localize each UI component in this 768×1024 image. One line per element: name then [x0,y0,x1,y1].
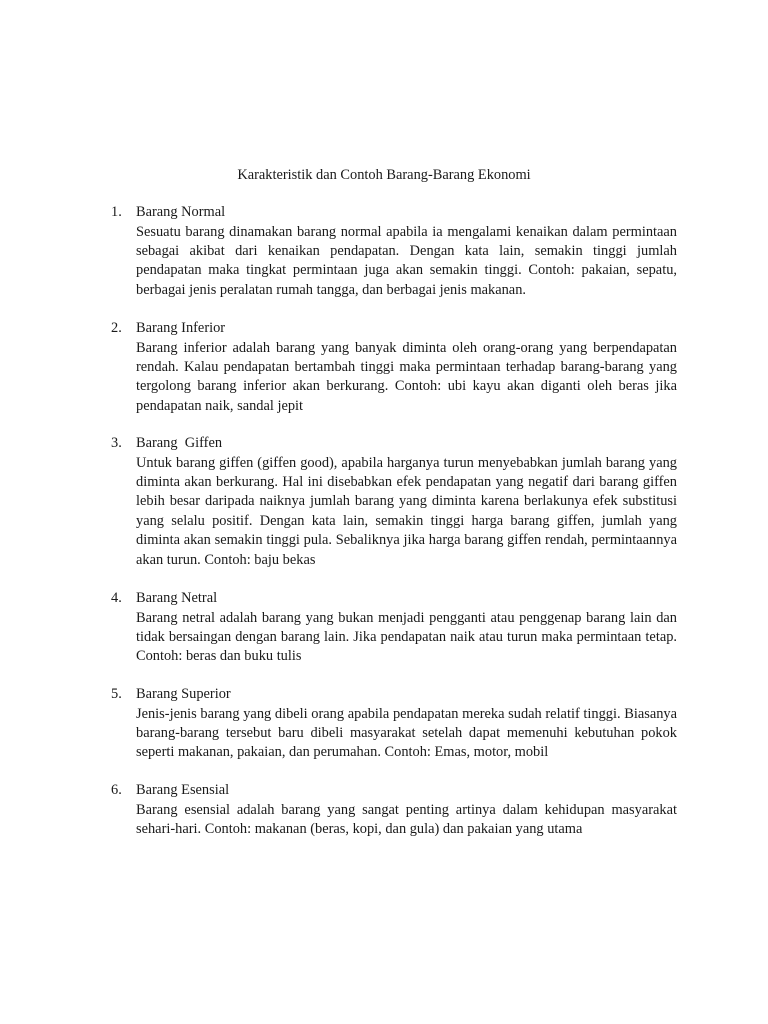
list-item-number: 5. [111,686,122,702]
list-item-number: 3. [111,435,122,451]
list-item-number: 4. [111,590,122,606]
list-item-body: Barang esensial adalah barang yang sangat penting artinya dalam kehidupan masyarakat sehari-hari. Contoh: makanan (beras, kopi, dan gula) dan pakaian yang utama [136,801,677,837]
list-item-heading: Barang Giffen [136,435,223,451]
list-item-number: 6. [111,782,122,798]
list-item-body: Untuk barang giffen (giffen good), apabila harganya turun menyebabkan jumlah barang yang diminta akan berkurang. Hal ini disebabkan efek pendapatan yang negatif dari barang giffen lebih besar daripada naiknya jumlah barang yang diminta karena berlakunya efek substitusi yang selalu positif. Dengan kata lain, semakin tinggi harga barang giffen, jumlah yang diminta akan semakin tinggi pula. Sebaliknya jika harga barang giffen rendah, permintaannya akan turun. Contoh: baju bekas [136,454,677,568]
page-title: Karakteristik dan Contoh Barang-Barang Ekonomi [237,167,531,183]
list-item-heading: Barang Superior [136,686,231,702]
list-item-body: Barang netral adalah barang yang bukan menjadi pengganti atau penggenap barang lain dan tidak bersaingan dengan barang lain. Jika pendapatan naik atau turun maka permintaan tetap. Contoh: beras dan buku tulis [136,609,677,665]
list-item-heading: Barang Inferior [136,320,226,336]
list-item-body: Sesuatu barang dinamakan barang normal apabila ia mengalami kenaikan dalam permintaan sebagai akibat dari kenaikan pendapatan. Dengan kata lain, semakin tinggi jumlah pendapatan maka tingkat permintaan juga akan semakin tinggi. Contoh: pakaian, sepatu, berbagai jenis peralatan rumah tangga, dan berbagai jenis makanan. [136,223,677,298]
list-item-heading: Barang Esensial [136,782,230,798]
list-item-body: Jenis-jenis barang yang dibeli orang apabila pendapatan mereka sudah relatif tinggi. Biasanya barang-barang tersebut baru dibeli masyarakat setelah dapat memenuhi kebutuhan pokok seperti makanan, pakaian, dan perumahan. Contoh: Emas, motor, mobil [136,705,677,761]
list-item-heading: Barang Netral [136,590,218,606]
list-item-body: Barang inferior adalah barang yang banyak diminta oleh orang-orang yang berpendapatan rendah. Kalau pendapatan bertambah tinggi maka permintaan terhadap barang-barang yang tergolong barang inferior akan berkurang. Contoh: ubi kayu akan diganti oleh beras jika pendapatan naik, sandal jepit [136,339,677,414]
list-item-heading: Barang Normal [136,204,226,220]
list-item-number: 2. [111,320,122,336]
list-item-number: 1. [111,204,122,220]
